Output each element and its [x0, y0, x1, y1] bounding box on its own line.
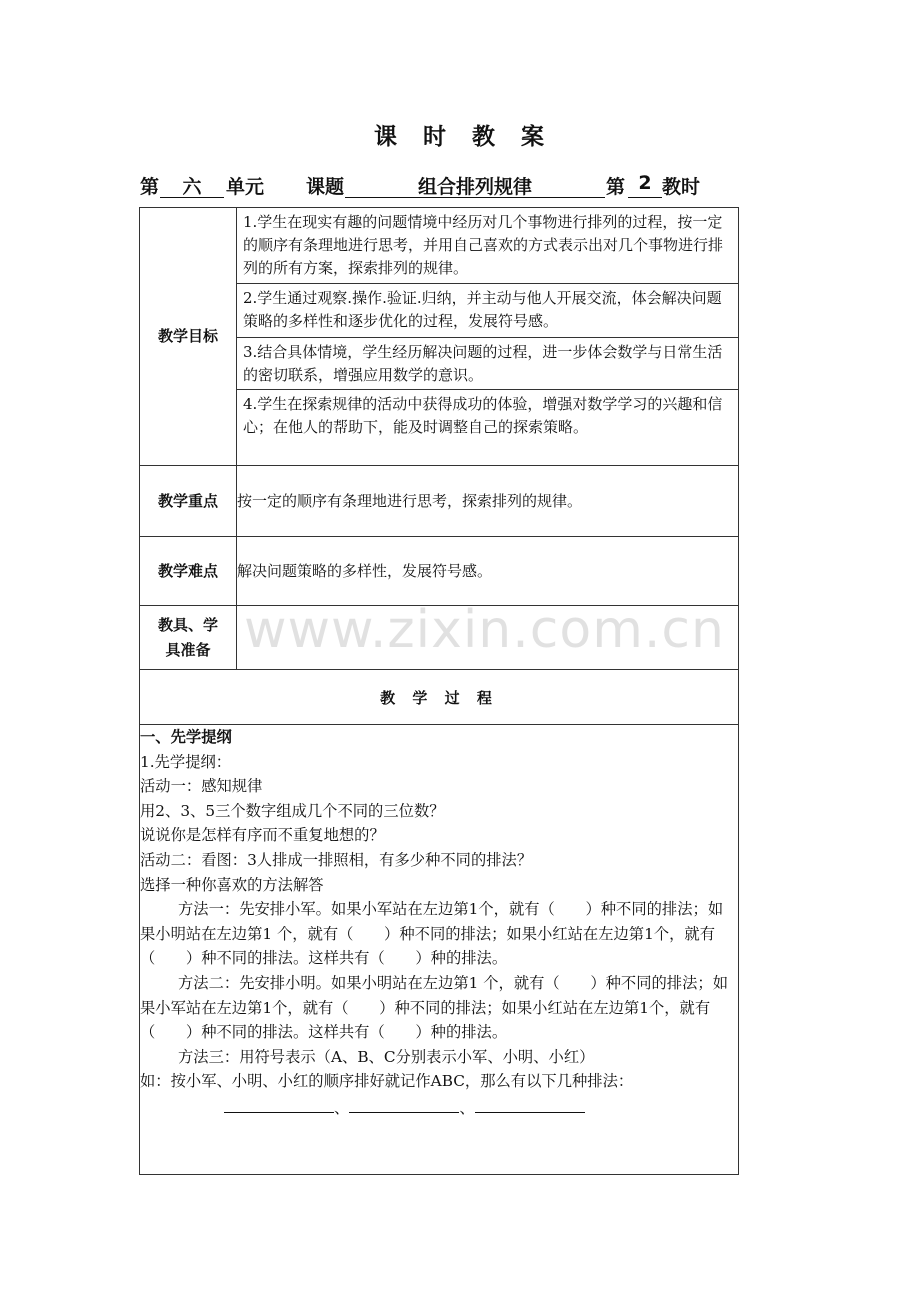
goal-item: 3.结合具体情境，学生经历解决问题的过程，进一步体会数学与日常生活的密切联系，增强应用数学的意识。 [237, 337, 738, 389]
materials-label-line: 教具、学 [157, 615, 218, 634]
lesson-header [140, 170, 740, 202]
process-body [140, 725, 739, 1175]
process-line: 说说你是怎样有序而不重复地想的？ [140, 826, 385, 845]
process-body-row [140, 725, 739, 1175]
unit-label: 单元 [226, 176, 265, 198]
process-line: 活动一：感知规律 [140, 777, 263, 796]
answer-blank[interactable] [224, 1094, 334, 1113]
method-three: 方法三：用符号表示（A、B、C分别表示小军、小明、小红） [178, 1047, 595, 1066]
process-heading: 教 学 过 程 [140, 670, 739, 725]
goal-item: 1.学生在现实有趣的问题情境中经历对几个事物进行排列的过程，按一定的顺序有条理地进行思考，并用自己喜欢的方式表示出对几个事物进行排列的所有方案，探索排列的规律。 [243, 213, 724, 277]
difficulty-label: 教学难点 [140, 537, 237, 606]
title-char: 教 [472, 124, 497, 150]
process-line: 活动二：看图：3人排成一排照相，有多少种不同的排法？ [140, 850, 533, 869]
title-char: 课 [374, 124, 399, 150]
goals-row [140, 208, 739, 466]
watermark: www.zixin.com.cn [244, 600, 725, 660]
materials-text [237, 606, 739, 670]
lesson-label: 教时 [662, 176, 701, 198]
unit-value: 六 [160, 172, 224, 198]
lesson-value: 2 [628, 172, 662, 198]
key-point-text: 按一定的顺序有条理地进行思考，探索排列的规律。 [237, 466, 739, 537]
key-point-label: 教学重点 [140, 466, 237, 537]
materials-row [140, 606, 739, 670]
answer-blank[interactable] [349, 1094, 459, 1113]
materials-label [140, 606, 237, 670]
difficulty-text: 解决问题策略的多样性，发展符号感。 [237, 537, 739, 606]
process-line: 1.先学提纲： [140, 752, 232, 771]
difficulty-row [140, 537, 739, 606]
topic-value: 组合排列规律 [345, 172, 605, 198]
title-char: 时 [423, 124, 448, 150]
blank-separator: 、 [459, 1098, 475, 1117]
process-line: 如：按小军、小明、小红的顺序排好就记作ABC，那么有以下几种排法： [140, 1072, 634, 1091]
process-heading-row [140, 670, 739, 725]
method-one: 方法一：先安排小军。如果小军站在左边第1个，就有（ ）种不同的排法；如果小明站在左边第1 个，就有（ ）种不同的排法；如果小红站在左边第1个，就有（ ）种不同的排法。这样共有（ ）种的排法。 [140, 900, 724, 968]
lesson-plan-table [139, 207, 739, 1175]
goals-label: 教学目标 [140, 208, 237, 466]
title-char: 案 [521, 124, 546, 150]
topic-label: 课题 [306, 176, 345, 198]
goal-item: 4.学生在探索规律的活动中获得成功的体验，增强对数学学习的兴趣和信心；在他人的帮助下，能及时调整自己的探索策略。 [237, 389, 738, 465]
process-line: 用2、3、5三个数字组成几个不同的三位数？ [140, 801, 445, 820]
process-line: 选择一种你喜欢的方法解答 [140, 875, 324, 894]
method-two: 方法二：先安排小明。如果小明站在左边第1 个，就有（ ）种不同的排法；如果小军站在左边第1个，就有（ ）种不同的排法；如果小红站在左边第1个，就有（ ）种不同的排法。这样共有（ ）种的排法。 [140, 973, 728, 1042]
key-point-row [140, 466, 739, 537]
lesson-di: 第 [606, 176, 626, 198]
goals-list [237, 208, 739, 466]
header-di: 第 [140, 176, 160, 198]
blank-separator: 、 [334, 1098, 350, 1117]
page-title [0, 118, 920, 151]
section-heading: 一、先学提纲 [140, 728, 232, 746]
answer-blanks [140, 1094, 738, 1121]
materials-label-line: 具准备 [165, 640, 211, 659]
answer-blank[interactable] [475, 1094, 585, 1113]
goal-item: 2.学生通过观察.操作.验证.归纳，并主动与他人开展交流，体会解决问题策略的多样性和逐步优化的过程，发展符号感。 [237, 283, 738, 337]
